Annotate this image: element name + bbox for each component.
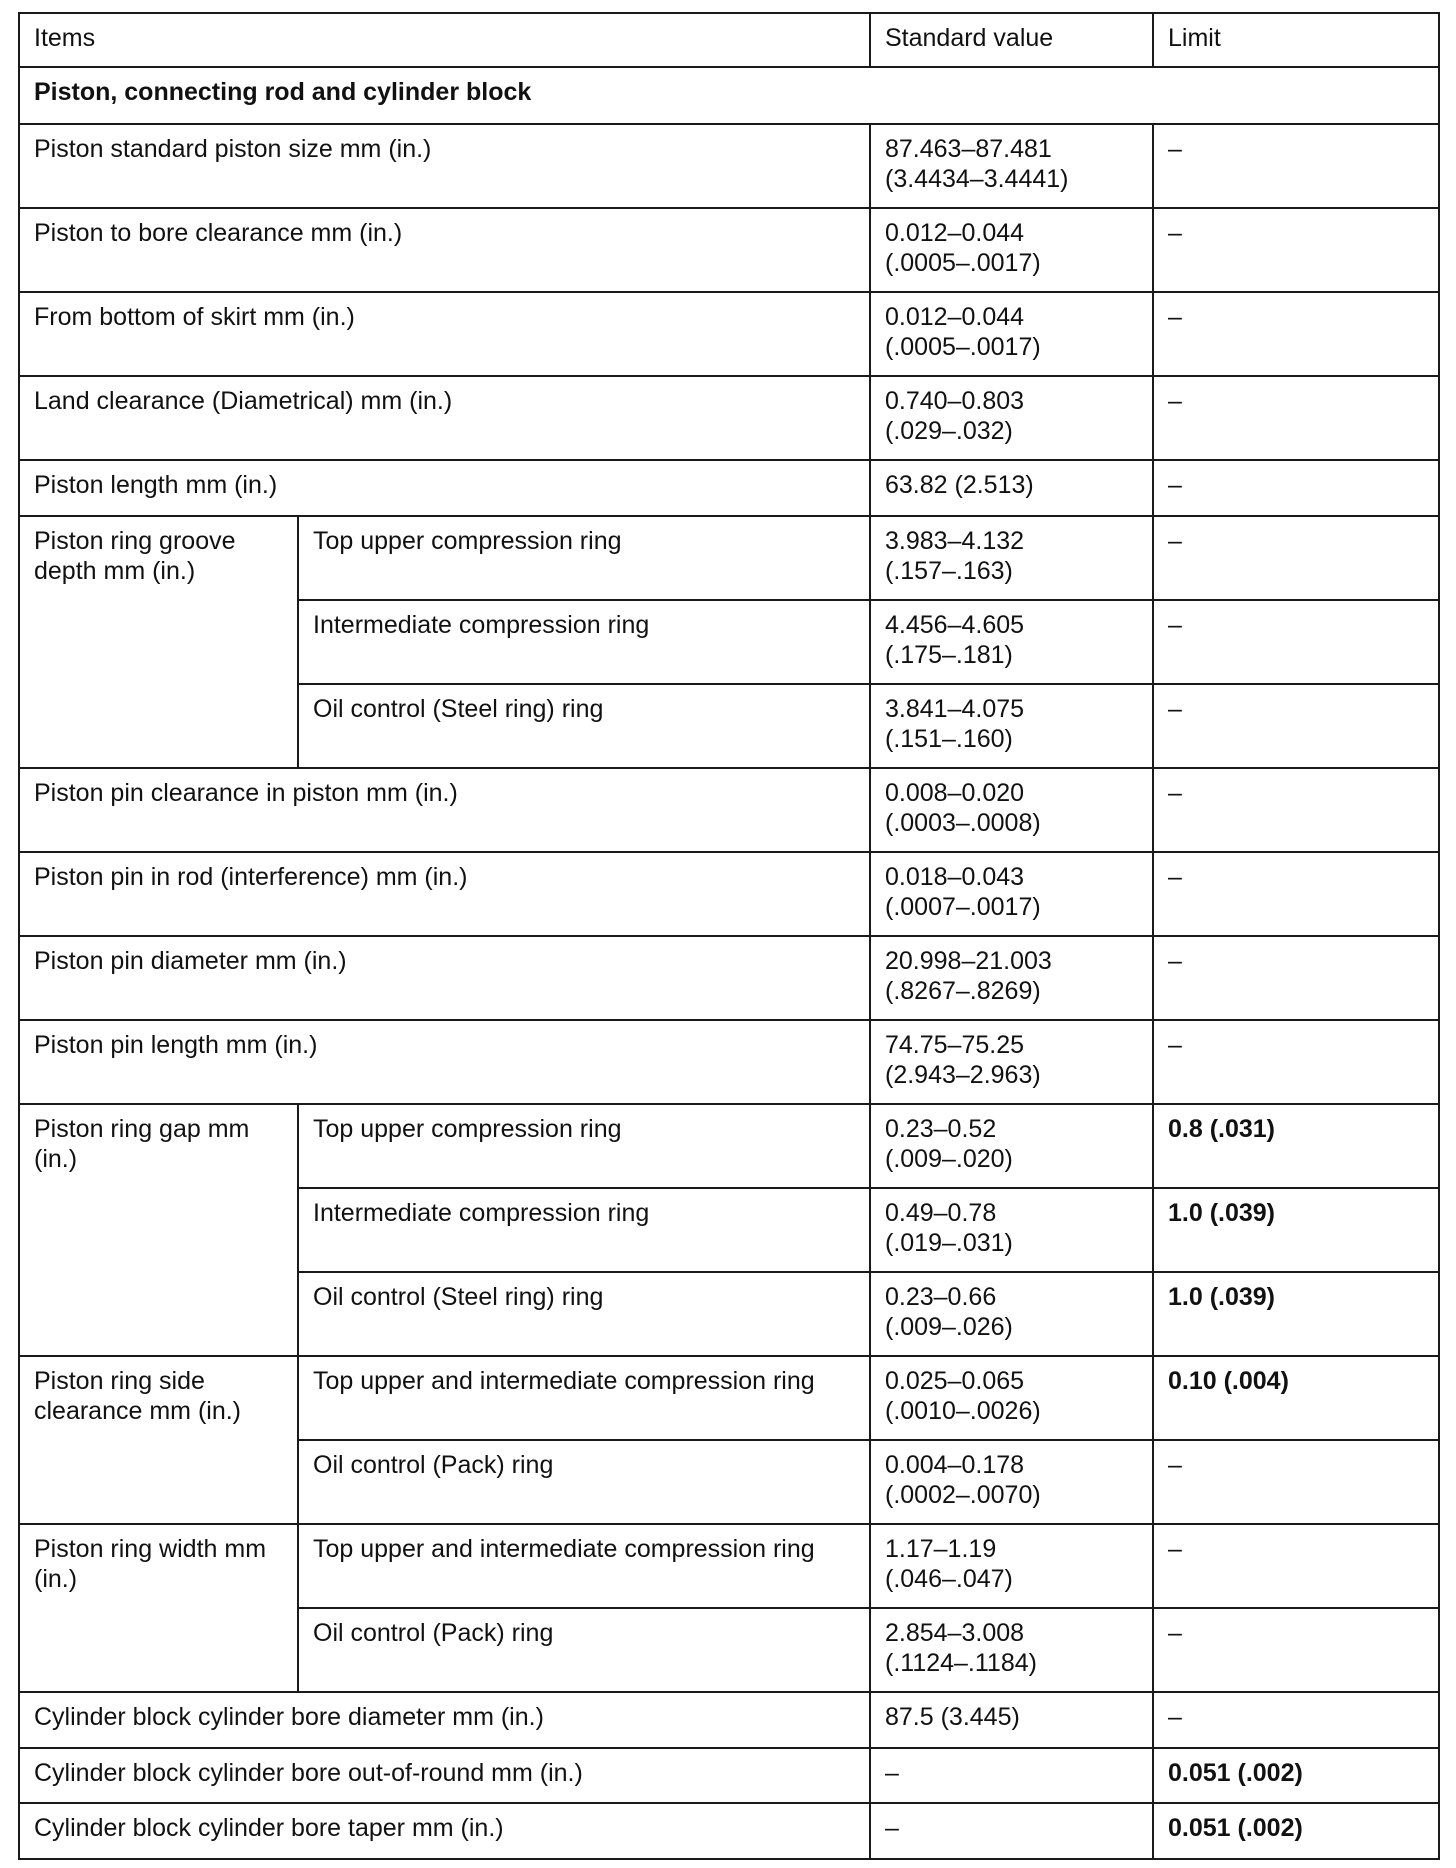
standard-value-cell: 20.998–21.003 (.8267–.8269)	[870, 936, 1153, 1020]
header-standard-value: Standard value	[870, 13, 1153, 67]
sub-item-cell: Oil control (Pack) ring	[298, 1608, 870, 1692]
standard-value-cell: –	[870, 1748, 1153, 1804]
limit-cell: –	[1153, 1440, 1439, 1524]
standard-value-cell: 74.75–75.25 (2.943–2.963)	[870, 1020, 1153, 1104]
table-row	[19, 1104, 1439, 1188]
limit-cell: –	[1153, 768, 1439, 852]
limit-cell: 0.10 (.004)	[1153, 1356, 1439, 1440]
table-row	[19, 376, 1439, 460]
sub-item-cell: Oil control (Pack) ring	[298, 1440, 870, 1524]
item-cell: Piston pin in rod (interference) mm (in.)	[19, 852, 870, 936]
sub-item-cell: Oil control (Steel ring) ring	[298, 1272, 870, 1356]
table-row	[19, 1803, 1439, 1859]
table-row	[19, 460, 1439, 516]
standard-value-cell: 3.841–4.075 (.151–.160)	[870, 684, 1153, 768]
standard-value-cell: 4.456–4.605 (.175–.181)	[870, 600, 1153, 684]
group-label-ring-gap: Piston ring gap mm (in.)	[19, 1104, 298, 1356]
item-cell: Land clearance (Diametrical) mm (in.)	[19, 376, 870, 460]
standard-value-cell: 0.740–0.803 (.029–.032)	[870, 376, 1153, 460]
sub-item-cell: Top upper compression ring	[298, 516, 870, 600]
section-title: Piston, connecting rod and cylinder block	[19, 67, 1439, 124]
standard-value-cell: 3.983–4.132 (.157–.163)	[870, 516, 1153, 600]
sub-item-cell: Top upper and intermediate compression ring	[298, 1524, 870, 1608]
limit-cell: –	[1153, 376, 1439, 460]
group-label-side-clearance: Piston ring side clearance mm (in.)	[19, 1356, 298, 1524]
sub-item-cell: Intermediate compression ring	[298, 600, 870, 684]
standard-value-cell: 87.463–87.481 (3.4434–3.4441)	[870, 124, 1153, 208]
table-row	[19, 516, 1439, 600]
table-row	[19, 1692, 1439, 1748]
item-cell: Piston standard piston size mm (in.)	[19, 124, 870, 208]
limit-cell: –	[1153, 1608, 1439, 1692]
header-items: Items	[19, 13, 870, 67]
header-row	[19, 13, 1439, 67]
item-cell: Cylinder block cylinder bore taper mm (in.)	[19, 1803, 870, 1859]
table-row	[19, 1748, 1439, 1804]
limit-cell: 0.051 (.002)	[1153, 1803, 1439, 1859]
section-row	[19, 67, 1439, 124]
standard-value-cell: 0.008–0.020 (.0003–.0008)	[870, 768, 1153, 852]
item-cell: Cylinder block cylinder bore out-of-round mm (in.)	[19, 1748, 870, 1804]
group-label-groove-depth: Piston ring groove depth mm (in.)	[19, 516, 298, 768]
standard-value-cell: 0.018–0.043 (.0007–.0017)	[870, 852, 1153, 936]
limit-cell: 0.051 (.002)	[1153, 1748, 1439, 1804]
header-limit: Limit	[1153, 13, 1439, 67]
limit-cell: –	[1153, 852, 1439, 936]
item-cell: Piston to bore clearance mm (in.)	[19, 208, 870, 292]
table-row	[19, 1524, 1439, 1608]
table-row	[19, 124, 1439, 208]
standard-value-cell: 0.025–0.065 (.0010–.0026)	[870, 1356, 1153, 1440]
item-cell: From bottom of skirt mm (in.)	[19, 292, 870, 376]
limit-cell: –	[1153, 1692, 1439, 1748]
standard-value-cell: 63.82 (2.513)	[870, 460, 1153, 516]
standard-value-cell: 87.5 (3.445)	[870, 1692, 1153, 1748]
standard-value-cell: 0.004–0.178 (.0002–.0070)	[870, 1440, 1153, 1524]
spec-table	[18, 12, 1440, 1860]
limit-cell: –	[1153, 208, 1439, 292]
item-cell: Cylinder block cylinder bore diameter mm (in.)	[19, 1692, 870, 1748]
group-label-ring-width: Piston ring width mm (in.)	[19, 1524, 298, 1692]
table-row	[19, 852, 1439, 936]
standard-value-cell: –	[870, 1803, 1153, 1859]
table-row	[19, 936, 1439, 1020]
sub-item-cell: Oil control (Steel ring) ring	[298, 684, 870, 768]
standard-value-cell: 0.012–0.044 (.0005–.0017)	[870, 292, 1153, 376]
limit-cell: –	[1153, 684, 1439, 768]
table-row	[19, 292, 1439, 376]
standard-value-cell: 0.012–0.044 (.0005–.0017)	[870, 208, 1153, 292]
standard-value-cell: 0.23–0.52 (.009–.020)	[870, 1104, 1153, 1188]
sub-item-cell: Top upper compression ring	[298, 1104, 870, 1188]
limit-cell: –	[1153, 516, 1439, 600]
limit-cell: 1.0 (.039)	[1153, 1188, 1439, 1272]
table-row	[19, 768, 1439, 852]
limit-cell: –	[1153, 460, 1439, 516]
limit-cell: 1.0 (.039)	[1153, 1272, 1439, 1356]
table-row	[19, 1356, 1439, 1440]
sub-item-cell: Intermediate compression ring	[298, 1188, 870, 1272]
limit-cell: –	[1153, 936, 1439, 1020]
table-row	[19, 208, 1439, 292]
item-cell: Piston pin length mm (in.)	[19, 1020, 870, 1104]
limit-cell: –	[1153, 292, 1439, 376]
limit-cell: –	[1153, 1524, 1439, 1608]
limit-cell: –	[1153, 124, 1439, 208]
item-cell: Piston pin diameter mm (in.)	[19, 936, 870, 1020]
limit-cell: –	[1153, 600, 1439, 684]
standard-value-cell: 1.17–1.19 (.046–.047)	[870, 1524, 1153, 1608]
item-cell: Piston pin clearance in piston mm (in.)	[19, 768, 870, 852]
item-cell: Piston length mm (in.)	[19, 460, 870, 516]
standard-value-cell: 0.49–0.78 (.019–.031)	[870, 1188, 1153, 1272]
sub-item-cell: Top upper and intermediate compression ring	[298, 1356, 870, 1440]
table-row	[19, 1020, 1439, 1104]
standard-value-cell: 2.854–3.008 (.1124–.1184)	[870, 1608, 1153, 1692]
limit-cell: –	[1153, 1020, 1439, 1104]
limit-cell: 0.8 (.031)	[1153, 1104, 1439, 1188]
standard-value-cell: 0.23–0.66 (.009–.026)	[870, 1272, 1153, 1356]
